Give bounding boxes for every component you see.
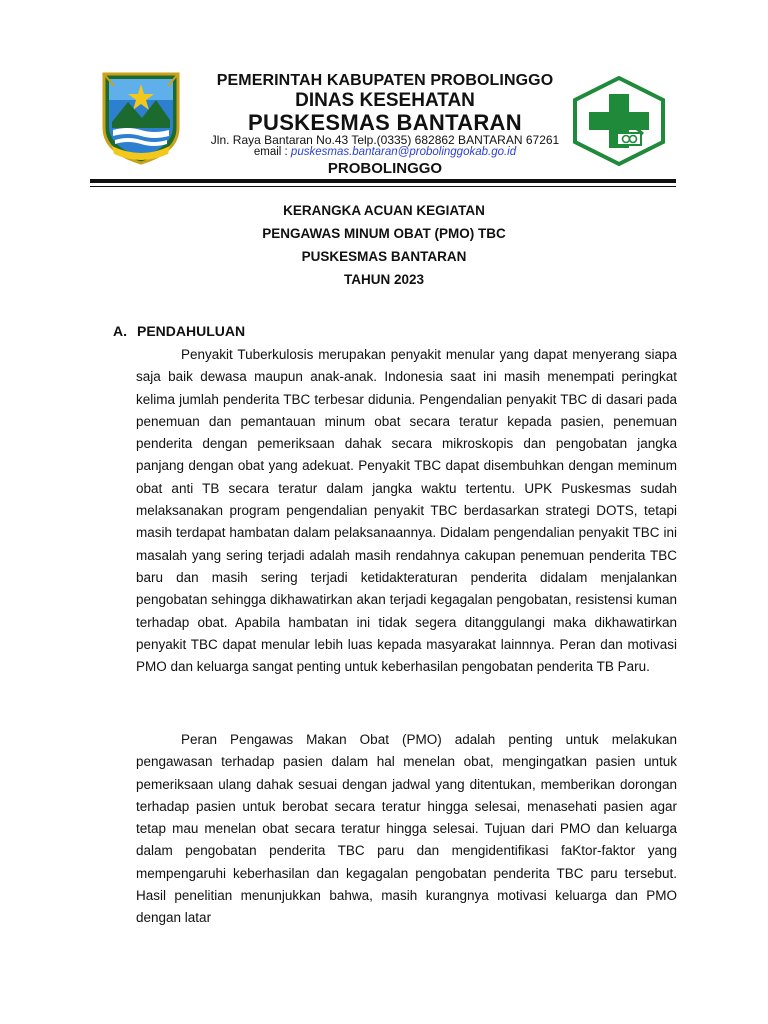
- letterhead-divider-thick: [90, 179, 676, 183]
- section-title: PENDAHULUAN: [137, 323, 246, 339]
- regency-crest-logo: [98, 70, 184, 166]
- paragraph-1-text: Penyakit Tuberkulosis merupakan penyakit menular yang dapat menyerang siapa saja baik dewasa maupun anak-anak. Indonesia saat ini masih menempati peringkat kelima jumlah penderita TBC terbesar didunia. Pengendalian penyakit TBC di dasari pada penemuan dan pemantauan minum obat secara teratur kepada pasien, penemuan penderita dengan pemeriksaan dahak secara mikroskopis dan pengobatan jangka panjang dengan obat yang adekuat. Penyakit TBC dapat disembuhkan dengan meminum obat anti TB secara teratur dalam jangka waktu tertentu. UPK Puskesmas sudah melaksanakan program pengendalian penyakit TBC berdasarkan strategi DOTS, tetapi masih terdapat hambatan dalam pelaksanaannya. Didalam pengendalian penyakit TBC ini masalah yang sering terjadi adalah masih rendahnya cakupan penemuan penderita TBC baru dan masih sering terjadi ketidakteraturan penderita didalam menjalankan pengobatan sehingga dikhawatirkan akan terjadi kegagalan pengobatan, resistensi kuman terhadap obat. Apabila hambatan ini tidak segera ditanggulangi maka dikhawatirkan penyakit TBC dapat menular lebih luas kepada masyarakat lainnnya. Peran dan motivasi PMO dan keluarga sangat penting untuk keberhasilan pengobatan penderita TB Paru.: [136, 347, 677, 675]
- email-link[interactable]: puskesmas.bantaran@probolinggokab.go.id: [290, 146, 517, 158]
- email-label: email :: [253, 146, 291, 158]
- document-title-line-4: TAHUN 2023: [343, 272, 425, 287]
- document-title-line-1: KERANGKA ACUAN KEGIATAN: [283, 203, 485, 218]
- section-number: A.: [113, 323, 127, 339]
- letterhead-email-line: [190, 146, 580, 158]
- puskesmas-cross-logo: [571, 76, 667, 166]
- letterhead-address: Jln. Raya Bantaran No.43 Telp.(0335) 682862 BANTARAN 67261: [210, 133, 560, 147]
- document-title-line-3: PUSKESMAS BANTARAN: [301, 249, 467, 264]
- document-title-line-2: PENGAWAS MINUM OBAT (PMO) TBC: [262, 226, 506, 241]
- letterhead-government: PEMERINTAH KABUPATEN PROBOLINGGO: [216, 72, 554, 89]
- section-heading: [113, 323, 245, 339]
- paragraph-2-text: Peran Pengawas Makan Obat (PMO) adalah penting untuk melakukan pengawasan terhadap pasien dalam hal menelan obat, mengingatkan pasien untuk pemeriksaan ulang dahak sesuai dengan jadwal yang ditentukan, memberikan dorongan terhadap pasien untuk berobat secara teratur hingga selesai, menasehati pasien agar tetap mau menelan obat secara teratur hingga selesai. Tujuan dari PMO dan keluarga dalam pengobatan penderita TBC paru dan mengidentifikasi faKtor-faktor yang mempengaruhi keberhasilan dan kegagalan pengobatan penderita TBC paru tersebut. Hasil penelitian menunjukkan bahwa, masih kurangnya motivasi keluarga dan PMO dengan latar: [136, 732, 677, 926]
- letterhead-city: PROBOLINGGO: [327, 160, 443, 177]
- letterhead-institution: PUSKESMAS BANTARAN: [248, 110, 522, 135]
- body-paragraph-2: [136, 729, 677, 930]
- letterhead-department: DINAS KESEHATAN: [295, 90, 475, 111]
- body-paragraph-1: [136, 344, 677, 678]
- letterhead-divider-thin: [90, 186, 676, 187]
